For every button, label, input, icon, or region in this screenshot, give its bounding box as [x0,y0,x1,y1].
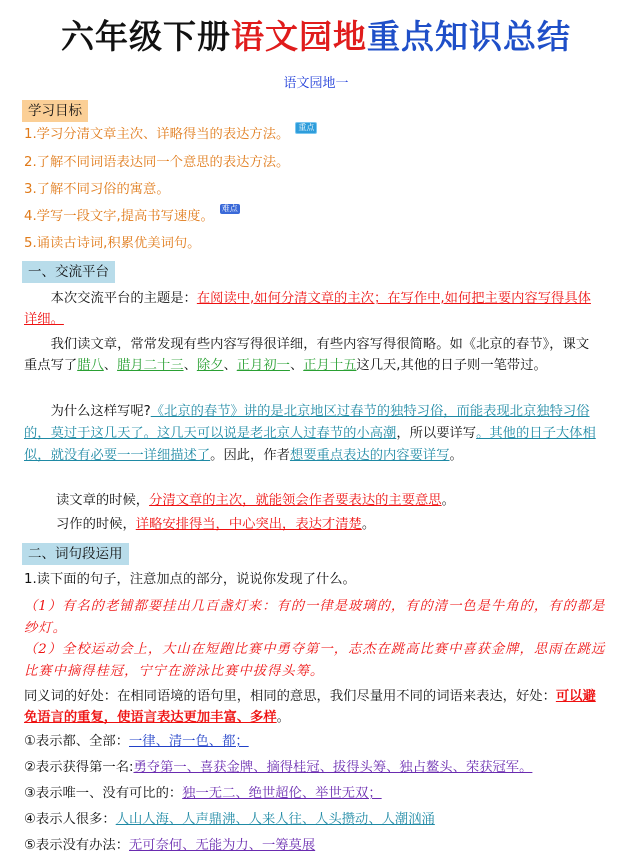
goals-heading: 学习目标 [22,100,88,122]
goal-item: 2.了解不同词语表达同一个意思的表达方法。 [24,155,290,170]
p3-mid: 。因此，作者 [210,448,290,463]
title-part-red: 语文园地 [231,17,367,56]
section1-heading: 一、交流平台 [22,261,115,283]
example-sentence-2: （2）全校运动会上，大山在短跑比赛中勇夺第一，志杰在跳高比赛中喜获金牌，思雨在跳远比赛中摘得桂冠，宁宁在游泳比赛中拔得头筹。 [24,642,606,679]
word-group [24,784,382,804]
goal-item: 3.了解不同习俗的寓意。 [24,182,170,197]
p3-mid: ，所以要详写 [396,426,477,441]
p3-highlight: 。其他的日子大体相似，就没有必要一一详细描述了 [24,426,596,463]
write-highlight: 详略安排得当，中心突出，表达才清楚 [135,517,362,532]
group-words: 一律、清一色、都； [129,734,249,749]
section1-para1 [24,288,602,330]
synonym-end: 。 [276,710,290,725]
group-label: ②表示获得第一名: [24,760,134,775]
group-label: ③表示唯一、没有可比的： [24,786,183,801]
separator: 、 [183,358,197,373]
read-end: 。 [441,493,455,508]
festival-day: 腊八 [77,358,104,373]
p3-highlight: 想要重点表达的内容要详写 [289,448,450,463]
example-sentence-1: （1）有名的老铺都要挂出几百盏灯来：有的一律是玻璃的，有的清一色是牛角的，有的都是纱灯。 [24,599,606,636]
goal-text: 4.学写一段文字,提高书写速度。 [24,209,214,224]
group-words: 人山人海、人声鼎沸、人来人往、人头攒动、人潮汹涌 [115,812,435,827]
p3-end: 。 [449,448,463,463]
festival-day: 腊月二十三 [117,358,184,373]
p1-prefix: 本次交流平台的主题是： [50,291,197,306]
writing-tip [56,515,375,535]
word-group [24,810,435,830]
write-prefix: 习作的时候， [56,517,136,532]
goal-item [24,125,317,145]
p2-suffix: 这几天,其他的日子则一笔带过。 [356,358,547,373]
subtitle: 语文园地一 [283,76,349,91]
group-words: 独一无二、绝世超伦、举世无双； [182,786,382,801]
difficult-point-tag: 难点 [221,204,238,213]
synonym-highlight: 可以避免语言的重复，使语言表达更加丰富、多样 [24,689,596,725]
section1-para3 [24,401,602,467]
title-part-blue: 重点知识总结 [367,17,571,56]
synonym-benefit [24,686,602,728]
group-words: 无可奈何、无能为力、一筹莫展 [129,838,316,853]
section1-para2 [24,334,602,376]
group-words: 勇夺第一、喜获金牌、摘得桂冠、拔得头筹、独占鳌头、荣获冠军。 [133,760,533,775]
group-label: ⑤表示没有办法： [24,838,129,853]
separator: 、 [103,358,118,373]
page-title [0,14,632,60]
section2-heading: 二、词句段运用 [22,543,129,565]
word-group [24,758,532,778]
word-group [24,732,249,752]
goal-item: 5.诵读古诗词,积累优美词句。 [24,236,201,251]
read-prefix: 读文章的时候， [56,493,150,508]
goal-item [24,204,240,227]
p2-prefix: 我们读文章，常常发现有些内容写得很详细，有些内容写得很简略。如《北京的春节》，课文重点写了 [24,337,590,373]
key-point-tag: 重点 [295,122,317,134]
write-end: 。 [361,517,376,532]
festival-day: 正月初一 [236,358,290,373]
synonym-prefix: 同义词的好处：在相同语境的语句里，相同的意思，我们尽量用不同的词语来表达，好处： [24,689,556,704]
festival-day: 除夕 [196,358,224,373]
word-group [24,836,315,856]
read-highlight: 分清文章的主次，就能领会作者要表达的主要意思 [149,493,442,508]
p1-highlight: 在阅读中,如何分清文章的主次；在写作中,如何把主要内容写得具体详细。 [24,291,591,327]
title-part-black: 六年级下册 [61,17,231,56]
group-label: ④表示人很多： [24,812,116,827]
p3-highlight: 《北京的春节》讲的是北京地区过春节的独特习俗，而能表现北京独特习俗的，莫过于这几天了。这几天可以说是老北京人过春节的小高潮 [24,404,590,441]
group-label: ①表示都、全部： [24,734,129,749]
p3-prefix: 为什么这样写呢? [50,404,151,419]
question-1: 1.读下面的句子，注意加点的部分，说说你发现了什么。 [24,572,356,587]
festival-day: 正月十五 [303,358,357,373]
separator: 、 [289,358,304,373]
separator: 、 [223,358,237,373]
goal-text: 1.学习分清文章主次、详略得当的表达方法。 [24,127,290,142]
reading-tip [56,491,455,511]
